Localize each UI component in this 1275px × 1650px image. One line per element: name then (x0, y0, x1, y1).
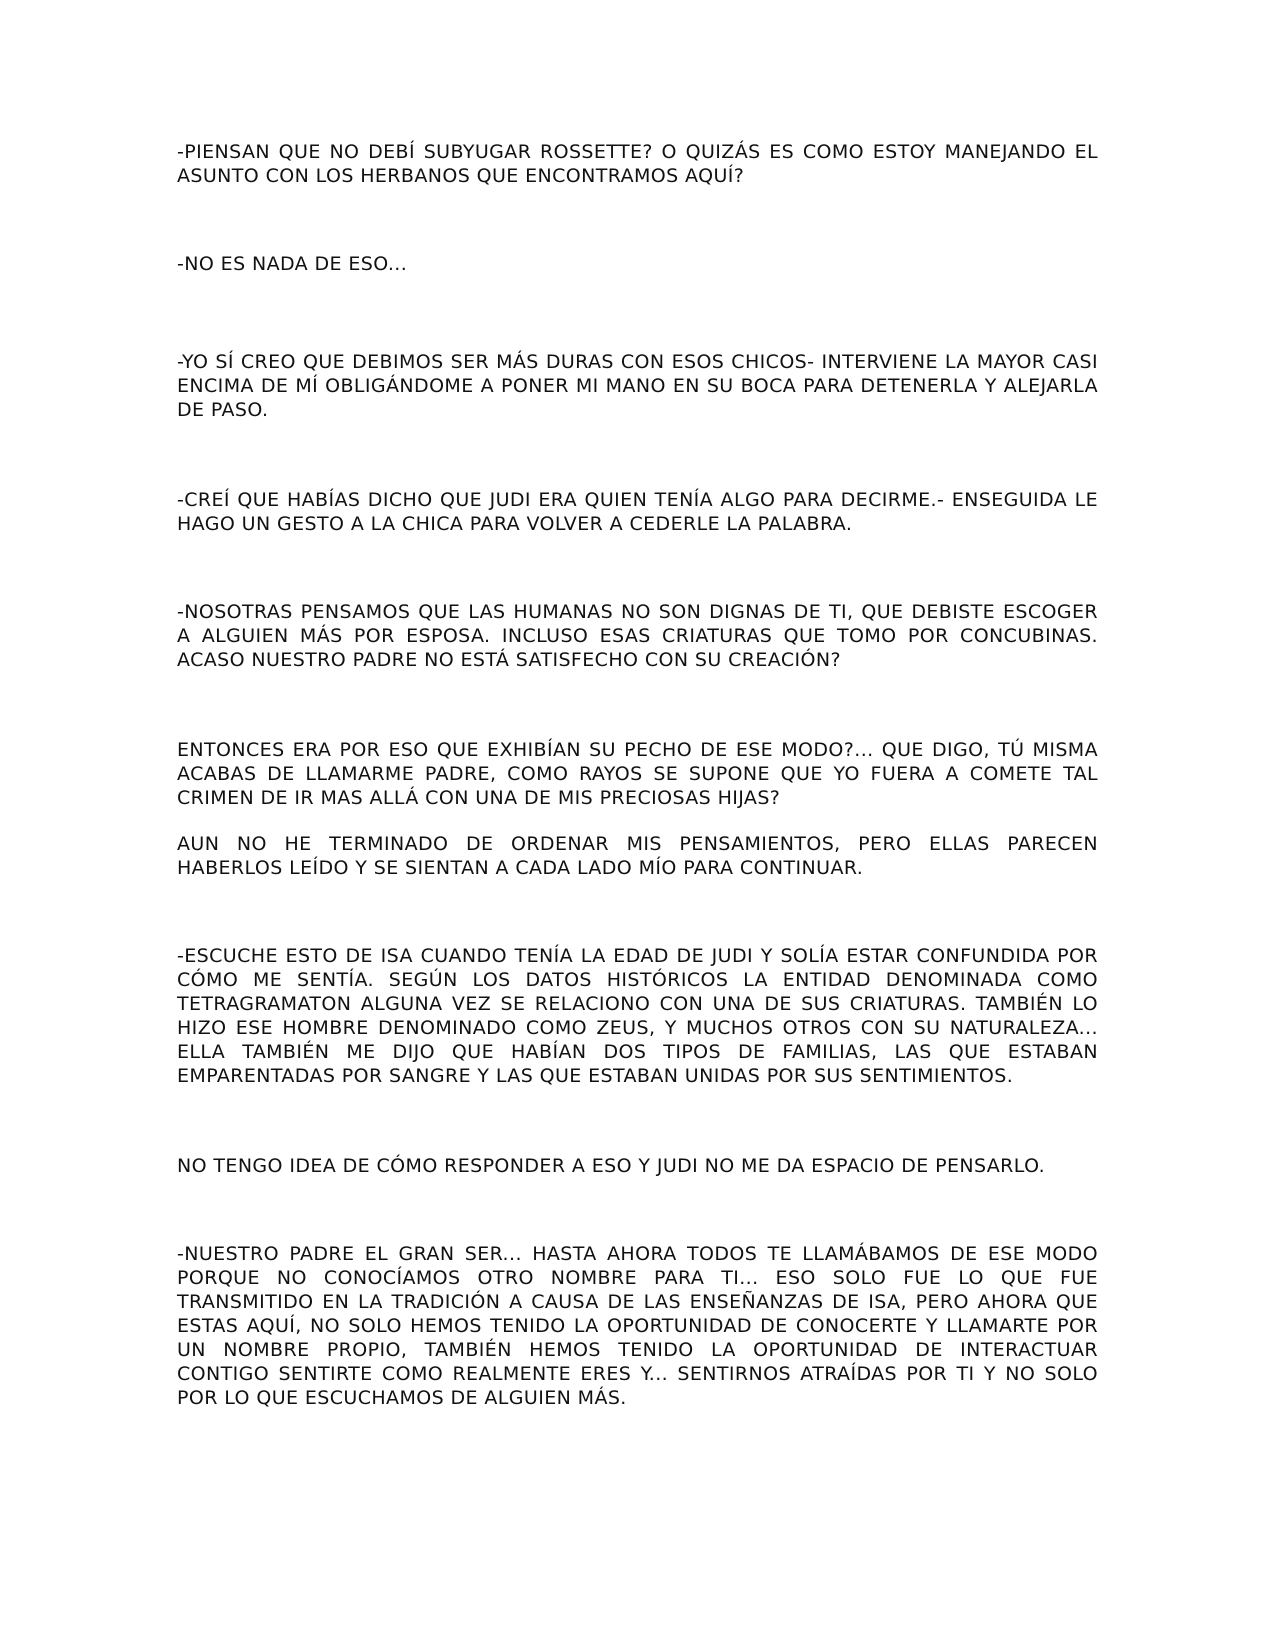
paragraph-8: -ESCUCHE ESTO DE ISA CUANDO TENÍA LA EDAD DE JUDI Y SOLÍA ESTAR CONFUNDIDA POR CÓMO ME SENTÍA. SEGÚN LOS DATOS HISTÓRICOS LA ENTIDAD DENOMINADA COMO TETRAGRAMATON ALGUNA VEZ SE RELACIONO CON UNA DE SUS CRIATURAS. TAMBIÉN LO HIZO ESE HOMBRE DENOMINADO COMO ZEUS, Y MUCHOS OTROS CON SU NATURALEZA... ELLA TAMBIÉN ME DIJO QUE HABÍAN DOS TIPOS DE FAMILIAS, LAS QUE ESTABAN EMPARENTADAS POR SANGRE Y LAS QUE ESTABAN UNIDAS POR SUS SENTIMIENTOS. (177, 945, 1098, 1087)
paragraph-9: NO TENGO IDEA DE CÓMO RESPONDER A ESO Y JUDI NO ME DA ESPACIO DE PENSARLO. (177, 1155, 1046, 1177)
paragraph-10: -NUESTRO PADRE EL GRAN SER... HASTA AHORA TODOS TE LLAMÁBAMOS DE ESE MODO PORQUE NO CONOCÍAMOS OTRO NOMBRE PARA TI... ESO SOLO FUE LO QUE FUE TRANSMITIDO EN LA TRADICIÓN A CAUSA DE LAS ENSEÑANZAS DE ISA, PERO AHORA QUE ESTAS AQUÍ, NO SOLO HEMOS TENIDO LA OPORTUNIDAD DE CONOCERTE Y LLAMARTE POR UN NOMBRE PROPIO, TAMBIÉN HEMOS TENIDO LA OPORTUNIDAD DE INTERACTUAR CONTIGO SENTIRTE COMO REALMENTE ERES Y... SENTIRNOS ATRAÍDAS POR TI Y NO SOLO POR LO QUE ESCUCHAMOS DE ALGUIEN MÁS. (177, 1243, 1098, 1409)
paragraph-7: AUN NO HE TERMINADO DE ORDENAR MIS PENSAMIENTOS, PERO ELLAS PARECEN HABERLOS LEÍDO Y SE SIENTAN A CADA LADO MÍO PARA CONTINUAR. (177, 833, 1098, 879)
paragraph-5: -NOSOTRAS PENSAMOS QUE LAS HUMANAS NO SON DIGNAS DE TI, QUE DEBISTE ESCOGER A ALGUIEN MÁS POR ESPOSA. INCLUSO ESAS CRIATURAS QUE TOMO POR CONCUBINAS. ACASO NUESTRO PADRE NO ESTÁ SATISFECHO CON SU CREACIÓN? (177, 601, 1098, 671)
paragraph-4: -CREÍ QUE HABÍAS DICHO QUE JUDI ERA QUIEN TENÍA ALGO PARA DECIRME.- ENSEGUIDA LE HAGO UN GESTO A LA CHICA PARA VOLVER A CEDERLE LA PALABRA. (177, 489, 1098, 535)
paragraph-3: -YO SÍ CREO QUE DEBIMOS SER MÁS DURAS CON ESOS CHICOS- INTERVIENE LA MAYOR CASI ENCIMA DE MÍ OBLIGÁNDOME A PONER MI MANO EN SU BOCA PARA DETENERLA Y ALEJARLA DE PASO. (177, 351, 1098, 421)
paragraph-2: -NO ES NADA DE ESO... (177, 253, 408, 275)
paragraph-6: ENTONCES ERA POR ESO QUE EXHIBÍAN SU PECHO DE ESE MODO?... QUE DIGO, TÚ MISMA ACABAS DE LLAMARME PADRE, COMO RAYOS SE SUPONE QUE YO FUERA A COMETE TAL CRIMEN DE IR MAS ALLÁ CON UNA DE MIS PRECIOSAS HIJAS? (177, 739, 1098, 809)
paragraph-1: -PIENSAN QUE NO DEBÍ SUBYUGAR ROSSETTE? O QUIZÁS ES COMO ESTOY MANEJANDO EL ASUNTO CON LOS HERBANOS QUE ENCONTRAMOS AQUÍ? (177, 141, 1098, 187)
